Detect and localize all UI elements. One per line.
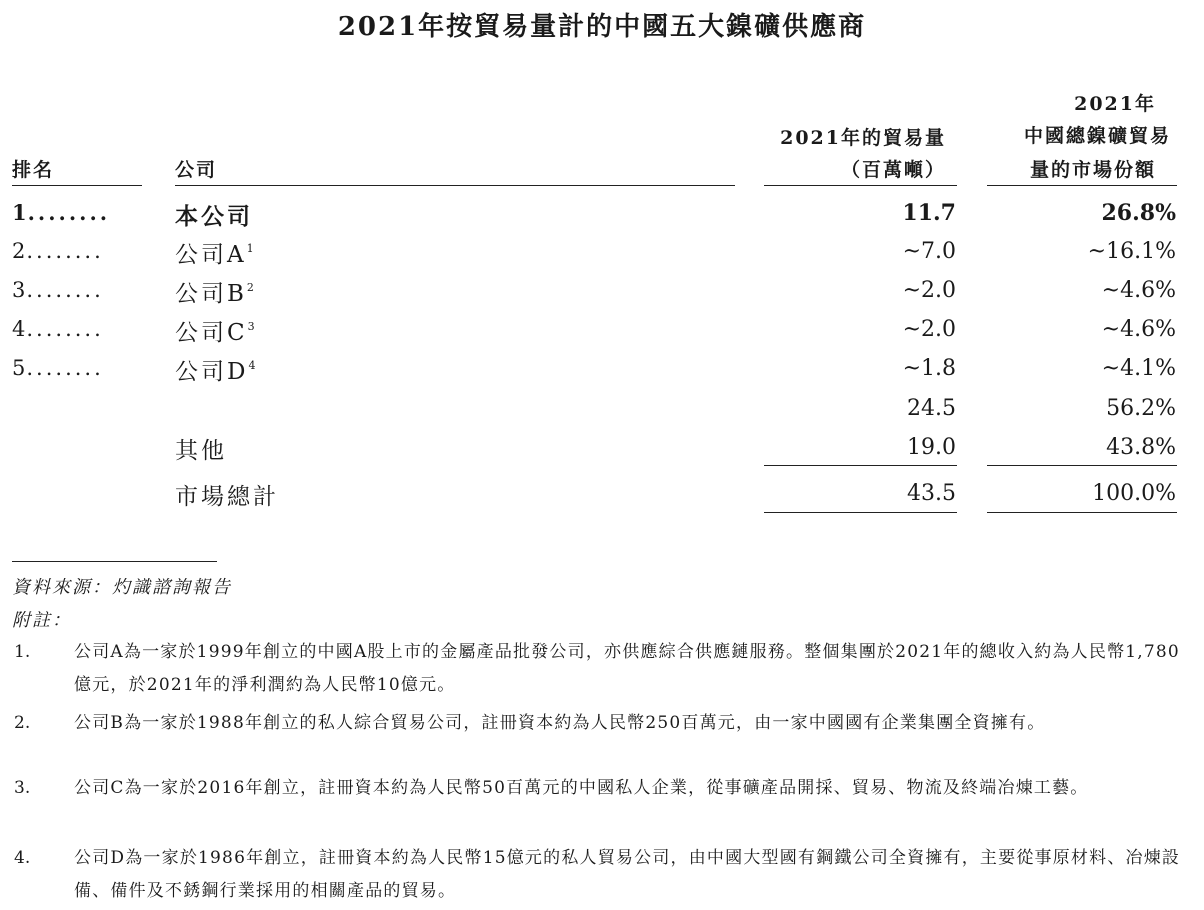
header-company: 公司	[175, 159, 218, 181]
note-text: 公司C為一家於2016年創立，註冊資本約為人民幣50百萬元的中國私人企業，從事礦產品開採、貿易、物流及終端冶煉工藝。	[74, 778, 1089, 798]
table-row-volume: ~2.0	[902, 278, 956, 303]
header-volume-line2: （百萬噸）	[840, 159, 946, 181]
footnote-ref: 2	[246, 281, 254, 294]
note-number: 3.	[14, 778, 31, 798]
footnote-ref: 4	[248, 359, 256, 372]
note-number: 1.	[14, 642, 31, 662]
total-label: 市場總計	[175, 484, 279, 510]
header-rule-volume	[764, 185, 957, 186]
header-share-line1: 2021年	[1074, 93, 1156, 115]
table-row-share: ~4.1%	[1101, 356, 1176, 381]
table-row-volume: ~7.0	[902, 239, 956, 264]
subtotal-volume: 24.5	[907, 396, 956, 421]
header-volume-line1: 2021年的貿易量	[780, 127, 946, 149]
header-rule-rank	[12, 185, 142, 186]
header-rank: 排名	[12, 159, 55, 181]
table-row-rank: 5........	[12, 356, 104, 380]
table-row-volume: 11.7	[902, 200, 956, 226]
table-row-rank: 1........	[12, 200, 111, 225]
header-share-line2: 中國總鎳礦貿易	[1023, 125, 1171, 147]
note-number: 4.	[14, 848, 31, 868]
table-row-share: ~16.1%	[1087, 239, 1176, 264]
footnote-separator	[12, 561, 217, 562]
header-rule-share	[987, 185, 1177, 186]
source-line: 資料來源：灼識諮詢報告	[12, 577, 232, 598]
table-row-company: 公司$D^4$	[175, 359, 256, 385]
notes-label: 附註：	[12, 610, 72, 631]
total-rule-volume	[764, 512, 957, 513]
subtotal-rule-share	[987, 465, 1177, 466]
subtotal-share: 56.2%	[1106, 396, 1176, 421]
note-text: 公司A為一家於1999年創立的中國A股上市的金屬產品批發公司，亦供應綜合供應鏈服務。整個集團於2021年的總收入約為人民幣1,780億元，於2021年的淨利潤約為人民幣10億元。	[74, 642, 1180, 695]
header-share-line3: 量的市場份額	[1029, 159, 1156, 181]
note-number: 2.	[14, 713, 31, 733]
subtotal-rule-volume	[764, 465, 957, 466]
others-volume: 19.0	[907, 435, 956, 460]
table-row-volume: ~1.8	[902, 356, 956, 381]
total-rule-share	[987, 512, 1177, 513]
table-row-rank: 4........	[12, 317, 104, 341]
footnote-ref: 3	[247, 320, 255, 333]
table-row-share: ~4.6%	[1101, 278, 1176, 303]
table-row-volume: ~2.0	[902, 317, 956, 342]
page-title: 2021年按貿易量計的中國五大鎳礦供應商	[337, 12, 867, 42]
note-text: 公司B為一家於1988年創立的私人綜合貿易公司，註冊資本約為人民幣250百萬元，由一家中國國有企業集團全資擁有。	[74, 713, 1046, 733]
table-row-company: 公司$C^3$	[175, 320, 255, 346]
header-rule-company	[175, 185, 735, 186]
others-share: 43.8%	[1106, 435, 1176, 460]
table-row-share: 26.8%	[1101, 200, 1176, 226]
total-share: 100.0%	[1092, 481, 1176, 506]
others-label: 其他	[175, 438, 227, 464]
table-row-share: ~4.6%	[1101, 317, 1176, 342]
table-row-company: 公司$B^2$	[175, 281, 254, 307]
table-row-company: 公司$A^1$	[175, 242, 254, 268]
footnote-ref: 1	[246, 242, 254, 255]
table-row-rank: 2........	[12, 239, 104, 263]
table-row-company: 本公司	[175, 203, 253, 230]
table-row-rank: 3........	[12, 278, 104, 302]
total-volume: 43.5	[907, 481, 956, 506]
note-text: 公司D為一家於1986年創立，註冊資本約為人民幣15億元的私人貿易公司，由中國大型國有鋼鐵公司全資擁有，主要從事原材料、冶煉設備、備件及不銹鋼行業採用的相關產品的貿易。	[74, 848, 1181, 901]
